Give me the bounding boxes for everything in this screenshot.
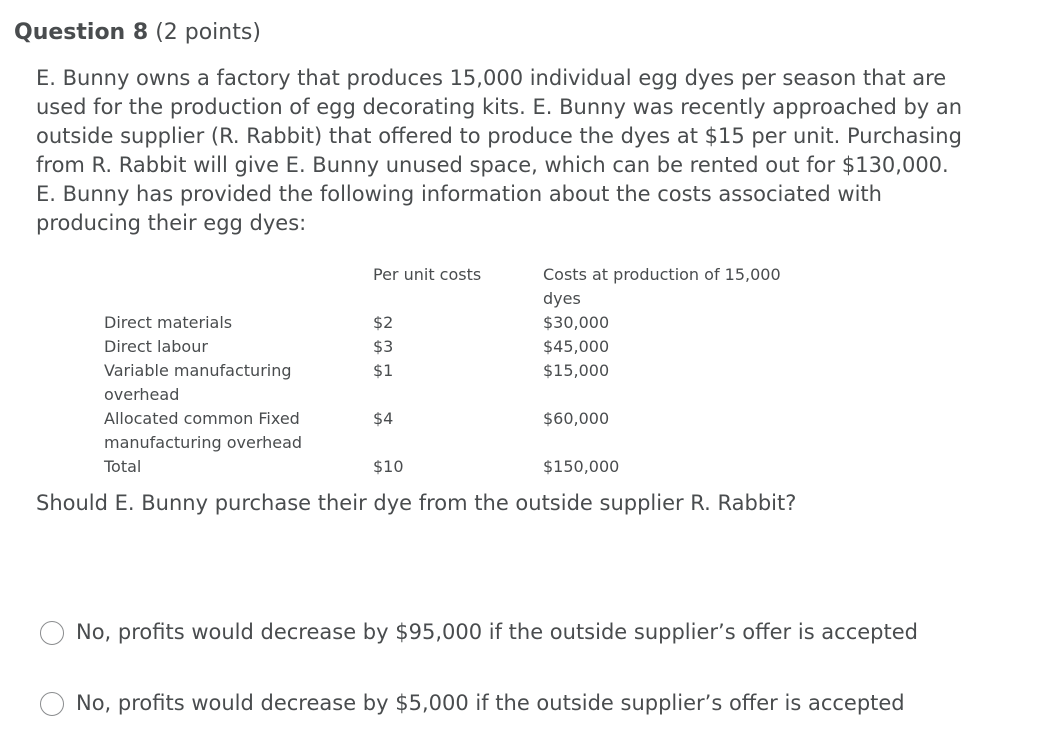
row-unit-fixed-overhead: $4 bbox=[373, 409, 394, 428]
row-label-fixed-overhead: Allocated common Fixed manufacturing overhead bbox=[104, 409, 303, 452]
question-title: Question 8 bbox=[14, 20, 149, 45]
row-unit-direct-materials: $2 bbox=[373, 313, 394, 332]
cost-table bbox=[104, 263, 824, 483]
row-total-fixed-overhead: $60,000 bbox=[543, 409, 610, 428]
row-total-direct-materials: $30,000 bbox=[543, 313, 610, 332]
radio-button-option-2[interactable] bbox=[40, 692, 64, 716]
row-label-total: Total bbox=[104, 457, 142, 476]
row-unit-direct-labour: $3 bbox=[373, 337, 394, 356]
question-points: (2 points) bbox=[155, 20, 261, 45]
question-prompt: Should E. Bunny purchase their dye from the outside supplier R. Rabbit? bbox=[36, 491, 797, 515]
header-costs-at-production: Costs at production of 15,000 dyes bbox=[543, 265, 781, 308]
header-per-unit-costs: Per unit costs bbox=[373, 265, 482, 284]
row-total-total: $150,000 bbox=[543, 457, 620, 476]
row-label-direct-labour: Direct labour bbox=[104, 337, 208, 356]
row-unit-variable-overhead: $1 bbox=[373, 361, 394, 380]
answer-option-2-label[interactable]: No, profits would decrease by $5,000 if the outside supplier’s offer is accepted bbox=[76, 691, 905, 715]
row-label-variable-overhead: Variable manufacturing overhead bbox=[104, 361, 292, 404]
row-total-direct-labour: $45,000 bbox=[543, 337, 610, 356]
question-body: E. Bunny owns a factory that produces 15,000 individual egg dyes per season that are used for the production of egg decorating kits. E. Bunny was recently approached by an outside supplier (R. Rabbit) that offered to produce the dyes at $15 per unit. Purchasing from R. Rabbit will give E. Bunny unused space, which can be rented out for $130,000. E. Bunny has provided the following information about the costs associated with producing their egg dyes: bbox=[36, 66, 963, 235]
row-unit-total: $10 bbox=[373, 457, 404, 476]
question-header bbox=[14, 18, 261, 48]
answer-option-1-label[interactable]: No, profits would decrease by $95,000 if the outside supplier’s offer is accepted bbox=[76, 620, 918, 644]
row-total-variable-overhead: $15,000 bbox=[543, 361, 610, 380]
answer-option-1[interactable] bbox=[40, 618, 918, 647]
row-label-direct-materials: Direct materials bbox=[104, 313, 233, 332]
answer-option-2[interactable] bbox=[40, 689, 905, 718]
radio-button-option-1[interactable] bbox=[40, 621, 64, 645]
